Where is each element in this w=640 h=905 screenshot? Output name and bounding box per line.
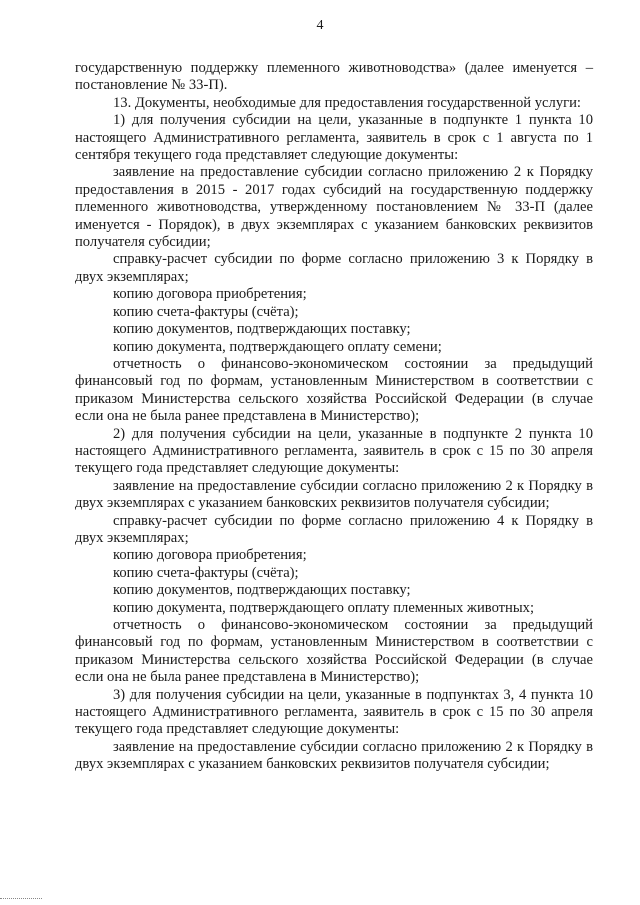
paragraph: копию счета-фактуры (счёта); — [113, 303, 299, 320]
paragraph: отчетность о финансово-экономическом состоянии за предыдущий финансовый год по формам, установленным Министерством в соответствии с приказом Министерства сельского хозяйства Российской Федерации (в случае если она не была ранее представлена в Министерство); — [75, 617, 593, 686]
paragraph: 2) для получения субсидии на цели, указанные в подпункте 2 пункта 10 настоящего Административного регламента, заявитель в срок с 15 по 30 апреля текущего года представляет следующие документы: — [75, 425, 593, 477]
paragraph: справку-расчет субсидии по форме согласно приложению 4 к Порядку в двух экземплярах; — [75, 512, 593, 546]
paragraph: копию документов, подтверждающих поставку; — [113, 582, 411, 599]
paragraph: копию документа, подтверждающего оплату племенных животных; — [113, 599, 535, 616]
paragraph: 13. Документы, необходимые для предоставления государственной услуги: — [113, 94, 581, 111]
footer-divider — [0, 898, 42, 899]
paragraph: копию договора приобретения; — [113, 286, 307, 303]
paragraph: 3) для получения субсидии на цели, указанные в подпунктах 3, 4 пункта 10 настоящего Административного регламента, заявитель в срок с 15 по 30 апреля текущего года представляет следующие документы: — [75, 686, 593, 738]
paragraph: заявление на предоставление субсидии согласно приложению 2 к Порядку предоставления в 2015 - 2017 годах субсидий на государственную поддержку племенного животноводства, утвержденному постановлением № 33-П (далее именуется - Порядок), в двух экземплярах с указанием банковских реквизитов получателя субсидии; — [75, 164, 593, 251]
paragraph: копию счета-фактуры (счёта); — [113, 564, 299, 581]
paragraph: справку-расчет субсидии по форме согласно приложению 3 к Порядку в двух экземплярах; — [75, 251, 593, 285]
paragraph: отчетность о финансово-экономическом состоянии за предыдущий финансовый год по формам, установленным Министерством в соответствии с приказом Министерства сельского хозяйства Российской Федерации (в случае если она не была ранее представлена в Министерство); — [75, 355, 593, 425]
paragraph: заявление на предоставление субсидии согласно приложению 2 к Порядку в двух экземплярах с указанием банковских реквизитов получателя субсидии; — [75, 477, 593, 512]
document-body — [75, 60, 593, 774]
paragraph: государственную поддержку племенного животноводства» (далее именуется – постановление № 33-П). — [75, 60, 593, 94]
paragraph: копию документов, подтверждающих поставку; — [113, 321, 411, 338]
paragraph: заявление на предоставление субсидии согласно приложению 2 к Порядку в двух экземплярах с указанием банковских реквизитов получателя субсидии; — [75, 738, 593, 773]
page-number: 4 — [316, 18, 324, 33]
paragraph: 1) для получения субсидии на цели, указанные в подпункте 1 пункта 10 настоящего Административного регламента, заявитель в срок с 1 августа по 1 сентября текущего года представляет следующие документы: — [75, 112, 593, 164]
paragraph: копию договора приобретения; — [113, 547, 307, 564]
paragraph: копию документа, подтверждающего оплату семени; — [113, 338, 442, 355]
